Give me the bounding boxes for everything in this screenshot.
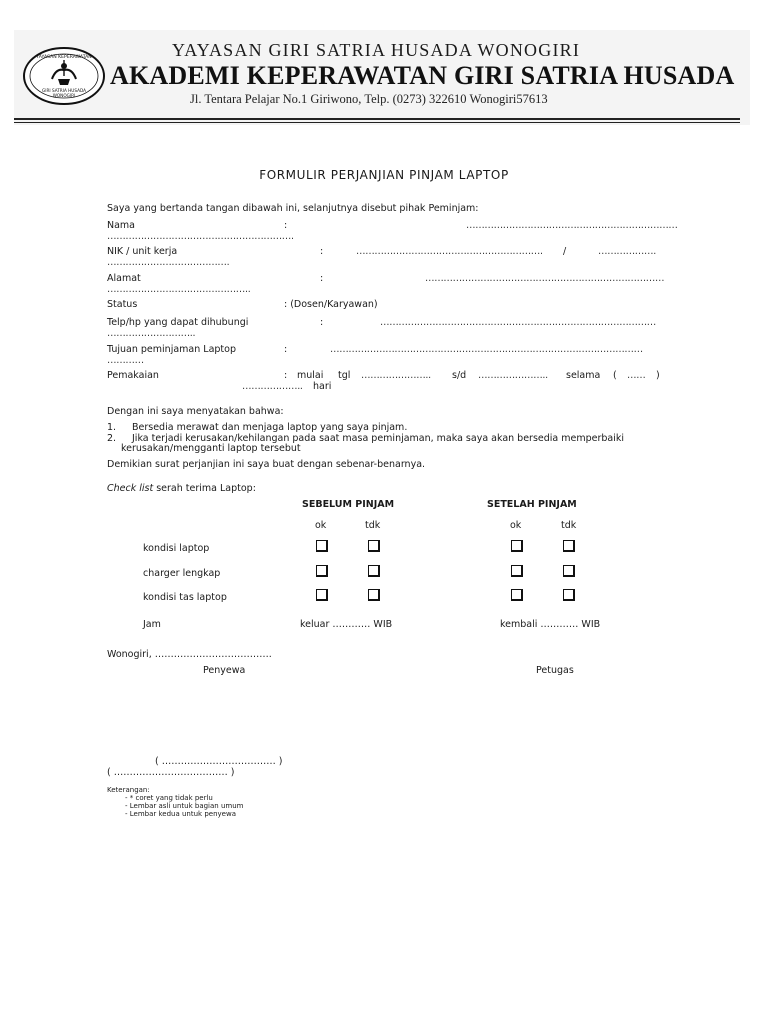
col-ok-after: ok <box>510 520 522 531</box>
field-dots-telp-cont[interactable]: ……………………….. <box>107 328 196 339</box>
field-label-telp: Telp/hp yang dapat dihubungi <box>107 317 249 328</box>
checkbox-laptop-before-ok[interactable] <box>316 540 328 552</box>
col-tdk-before: tdk <box>365 520 381 531</box>
statement-2-text: Jika terjadi kerusakan/kehilangan pada saat masa peminjaman, maka saya akan bersedia memperbaiki <box>132 433 625 444</box>
svg-text:GIRI SATRIA HUSADA: GIRI SATRIA HUSADA <box>42 88 86 93</box>
checkbox-laptop-after-ok[interactable] <box>511 540 523 552</box>
field-dots-nama[interactable]: …………………………………………………………… <box>466 220 678 231</box>
col-tdk-after: tdk <box>561 520 577 531</box>
statement-intro: Dengan ini saya menyatakan bahwa: <box>107 406 284 417</box>
header-before: SEBELUM PINJAM <box>302 499 395 510</box>
svg-text:WONOGIRI: WONOGIRI <box>52 93 76 98</box>
checkbox-bag-before-ok[interactable] <box>316 589 328 601</box>
field-label-nik: NIK / unit kerja <box>107 246 178 257</box>
note-item: - * coret yang tidak perlu <box>125 794 213 802</box>
field-label-tujuan: Tujuan peminjaman Laptop <box>107 344 236 355</box>
checklist-title-rest: serah terima Laptop: <box>153 483 256 494</box>
field-dots-nama-cont[interactable]: ……………………………………………………. <box>107 231 294 242</box>
field-value-status[interactable]: : (Dosen/Karyawan) <box>284 299 378 310</box>
header-after: SETELAH PINJAM <box>487 499 577 510</box>
field-label-nama: Nama <box>107 220 136 231</box>
jam-kembali[interactable]: kembali ………… WIB <box>500 619 601 630</box>
pemakaian-dots-hari[interactable]: ……………….. <box>242 381 303 392</box>
field-slash-nik: / <box>563 246 567 257</box>
statement-2-text-cont: kerusakan/mengganti laptop tersebut <box>121 443 301 454</box>
field-colon-alamat: : <box>320 273 324 284</box>
checkbox-charger-before-ok[interactable] <box>316 565 328 577</box>
foundation-name: YAYASAN GIRI SATRIA HUSADA WONOGIRI <box>172 40 581 60</box>
field-label-status: Status <box>107 299 138 310</box>
field-dots-unit[interactable]: ………………. <box>598 246 656 257</box>
pemakaian-mulai: mulai <box>297 370 324 381</box>
checkbox-laptop-after-tdk[interactable] <box>563 540 575 552</box>
field-colon-pemakaian: : <box>284 370 288 381</box>
pemakaian-paren-close: ) <box>656 370 660 381</box>
pemakaian-dots-start[interactable]: ………………….. <box>361 370 431 381</box>
checklist-title <box>107 483 256 494</box>
institution-address: Jl. Tentara Pelajar No.1 Giriwono, Telp. (0273) 322610 Wonogiri57613 <box>190 92 548 106</box>
field-dots-tujuan-cont[interactable]: ………… <box>107 355 144 366</box>
signature-line-penyewa[interactable]: ( ……………………………… ) <box>155 756 283 767</box>
col-ok-before: ok <box>315 520 327 531</box>
field-dots-nik-cont[interactable]: …………………………………. <box>107 257 230 268</box>
checklist-row-label: kondisi tas laptop <box>143 592 227 603</box>
signature-place-date[interactable]: Wonogiri, ………………………………. <box>107 649 272 660</box>
note-item: - Lembar asli untuk bagian umum <box>125 802 244 810</box>
checklist-row-label: kondisi laptop <box>143 543 210 554</box>
intro-text: Saya yang bertanda tangan dibawah ini, selanjutnya disebut pihak Peminjam: <box>107 203 479 214</box>
letterhead-rule-thin <box>14 122 740 123</box>
note-item: - Lembar kedua untuk penyewa <box>125 810 236 818</box>
field-colon-nik: : <box>320 246 324 257</box>
field-label-alamat: Alamat <box>107 273 141 284</box>
field-dots-tujuan[interactable]: ………………………………………………………………………………………… <box>330 344 643 355</box>
checklist-row-label: charger lengkap <box>143 568 221 579</box>
closing-statement: Demikian surat perjanjian ini saya buat dengan sebenar-benarnya. <box>107 459 426 470</box>
checkbox-laptop-before-tdk[interactable] <box>368 540 380 552</box>
checkbox-charger-after-tdk[interactable] <box>563 565 575 577</box>
field-colon-telp: : <box>320 317 324 328</box>
pemakaian-dots-duration[interactable]: …… <box>627 370 646 381</box>
academy-name: AKADEMI KEPERAWATAN GIRI SATRIA HUSADA <box>110 61 735 90</box>
field-colon-nama: : <box>284 220 288 231</box>
notes-title: Keterangan: <box>107 786 150 794</box>
statement-2-number: 2. <box>107 433 117 444</box>
field-dots-nik[interactable]: ……………………………………………………. <box>356 246 543 257</box>
pemakaian-hari: hari <box>313 381 332 392</box>
institution-logo <box>22 46 106 106</box>
checkbox-bag-after-ok[interactable] <box>511 589 523 601</box>
pemakaian-tgl: tgl <box>338 370 351 381</box>
pemakaian-selama: selama <box>566 370 601 381</box>
jam-keluar[interactable]: keluar ………… WIB <box>300 619 393 630</box>
signature-label-petugas: Petugas <box>536 665 574 676</box>
checklist-title-italic: Check list <box>107 483 154 494</box>
pemakaian-dots-end[interactable]: ………………….. <box>478 370 548 381</box>
pemakaian-sd: s/d <box>452 370 467 381</box>
checkbox-charger-after-ok[interactable] <box>511 565 523 577</box>
letterhead-rule-thick <box>14 118 740 120</box>
form-title: FORMULIR PERJANJIAN PINJAM LAPTOP <box>259 168 509 182</box>
field-dots-alamat[interactable]: …………………………………………………………………… <box>425 273 665 284</box>
checkbox-bag-before-tdk[interactable] <box>368 589 380 601</box>
checkbox-bag-after-tdk[interactable] <box>563 589 575 601</box>
field-colon-tujuan: : <box>284 344 288 355</box>
pemakaian-paren-open: ( <box>613 370 617 381</box>
field-dots-alamat-cont[interactable]: ……………………………………….. <box>107 284 251 295</box>
checkbox-charger-before-tdk[interactable] <box>368 565 380 577</box>
signature-label-penyewa: Penyewa <box>203 665 246 676</box>
svg-text:YAYASAN KEPERAWATAN: YAYASAN KEPERAWATAN <box>36 55 92 60</box>
field-dots-telp[interactable]: ……………………………………………………………………………… <box>380 317 657 328</box>
field-label-pemakaian: Pemakaian <box>107 370 159 381</box>
jam-label: Jam <box>143 619 161 630</box>
statement-1-text: Bersedia merawat dan menjaga laptop yang saya pinjam. <box>132 422 408 433</box>
statement-1-number: 1. <box>107 422 117 433</box>
signature-line-petugas[interactable]: ( ……………………………… ) <box>107 767 235 778</box>
